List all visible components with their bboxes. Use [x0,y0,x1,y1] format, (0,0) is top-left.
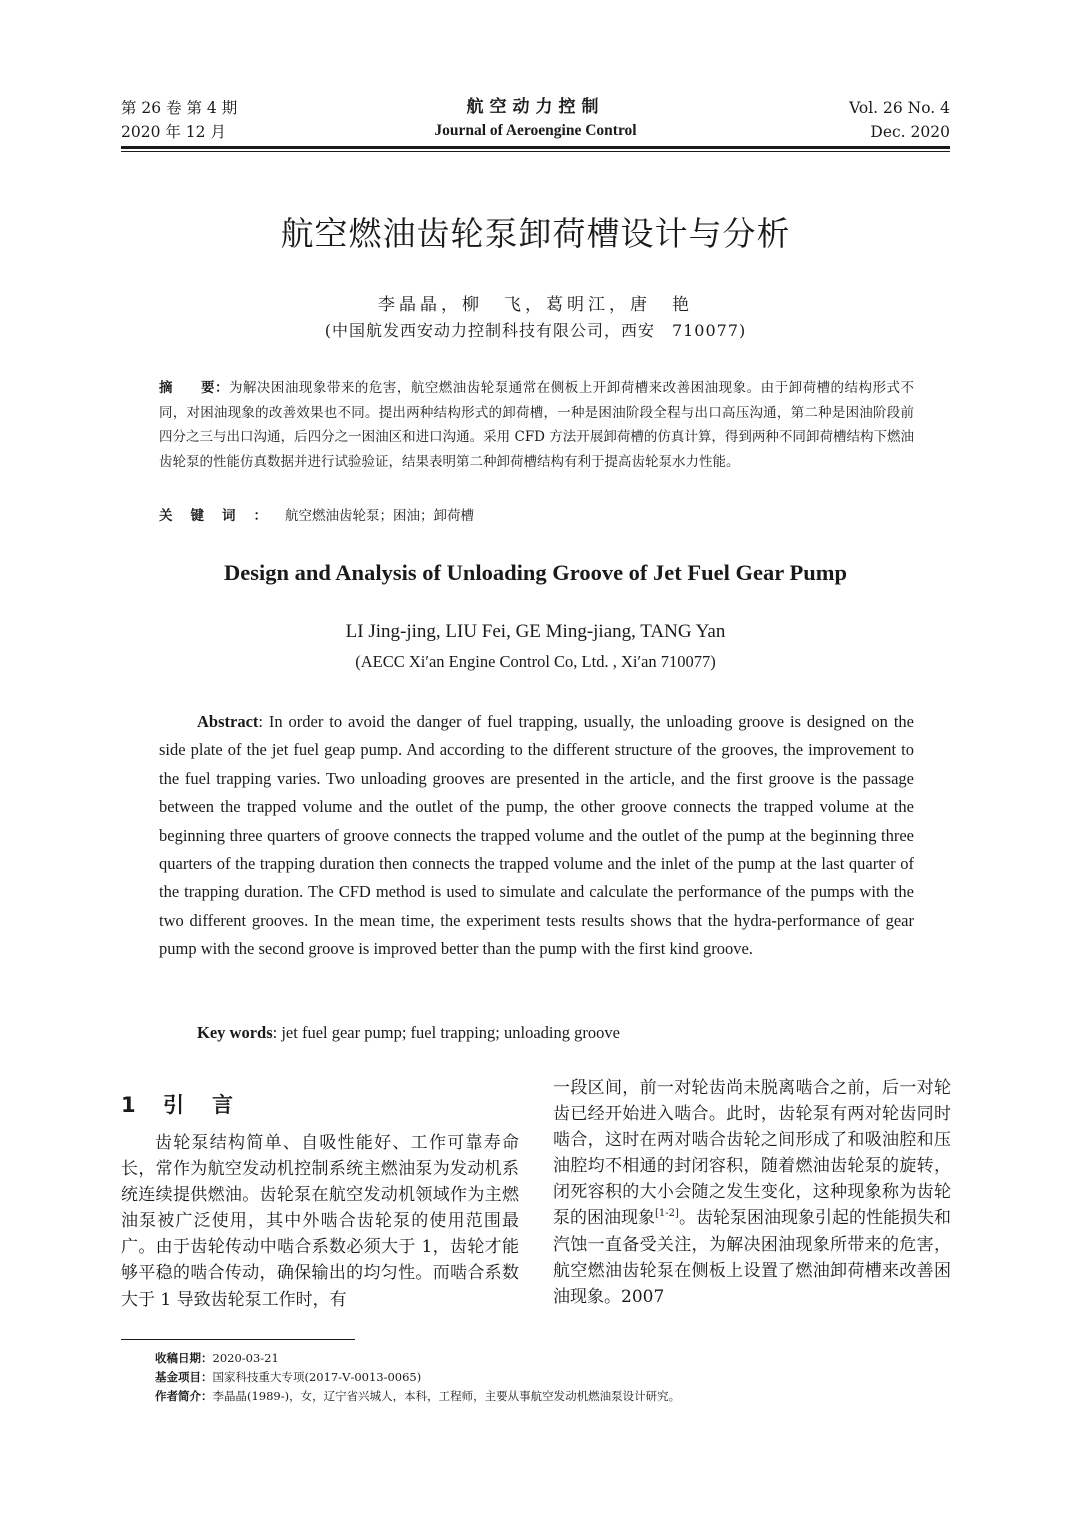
body-column-left [121,1130,519,1313]
header-date-cn: 2020 年 12 月 [121,123,226,141]
abstract-en [159,708,914,964]
header-vol-no: Vol. 26 No. 4 [849,99,950,117]
footnote-fund-value: 国家科技重大专项(2017-Ⅴ-0013-0065) [212,1370,422,1384]
body-text-right-1: 一段区间，前一对轮齿尚未脱离啮合之前，后一对轮齿已经开始进入啮合。此时，齿轮泵有两对轮齿同时啮合，这时在两对啮合齿轮之间形成了和吸油腔和压油腔均不相通的封闭容积，随着燃油齿轮泵的旋转，闭死容积的大小会随之发生变化，这种现象称为齿轮泵的困油现象 [553,1078,951,1229]
footnote-received-value: 2020-03-21 [212,1351,279,1365]
keywords-cn-text: 航空燃油齿轮泵；困油；卸荷槽 [285,508,474,524]
header-vol-info [849,96,950,144]
section-title: 引言 [163,1093,261,1117]
footnote-author-value: 李晶晶(1989-)，女，辽宁省兴城人，本科，工程师，主要从事航空发动机燃油泵设计研究。 [212,1389,681,1403]
journal-name-en: Journal of Aeroengine Control [434,122,637,139]
journal-name-cn: 航空动力控制 [466,97,605,117]
footnote-author [155,1387,680,1405]
abstract-cn-label: 摘 要： [159,380,229,396]
footnote-received-label: 收稿日期： [155,1351,213,1365]
authors-cn: 李晶晶，柳 飞，葛明江，唐 艳 [378,295,693,315]
abstract-en-text: : In order to avoid the danger of fuel trapping, usually, the unloading groove is designed on the side plate of the jet fuel geap pump. And according to the different structure of the grooves, the improvement to the fuel trapping varies. Two unloading grooves are presented in the article, and the first groove is the passage between the trapped volume and the outlet of the pump, the other groove connects the trapped volume at the beginning three quarters of groove connects the trapped volume and the outlet of the pump at the beginning three quarters of the trapping duration then connects the trapped volume and the inlet of the pump at the last quarter of the trapping duration. The CFD method is used to simulate and calculate the performance of the pumps with the two different grooves. In the mean time, the experiment tests results shows that the hydra-performance of gear pump with the second groove is improved better than the pump with the first kind groove. [159,712,914,959]
header-volume-issue: 第 26 卷 第 4 期 [121,99,238,117]
header-rule-thick [121,146,950,149]
keywords-en [197,1019,620,1047]
footnote-author-label: 作者简介： [155,1389,213,1403]
footnote-fund-label: 基金项目： [155,1370,213,1384]
section-heading [121,1089,261,1119]
affiliation-cn: (中国航发西安动力控制科技有限公司，西安 710077) [324,321,747,340]
citation-ref: [1-2] [655,1208,679,1220]
abstract-cn [159,376,914,474]
body-column-right [553,1075,951,1310]
paper-title-en: Design and Analysis of Unloading Groove of Jet Fuel Gear Pump [224,560,847,585]
keywords-cn-label: 关键词： [159,508,285,524]
header-date-en: Dec. 2020 [870,123,950,141]
keywords-en-label: Key words [197,1023,273,1042]
paper-title-cn: 航空燃油齿轮泵卸荷槽设计与分析 [280,214,791,253]
body-text-right-2: 。齿轮泵困油现象引起的性能损失和汽蚀一直备受关注，为解决困油现象所带来的危害，航空燃油齿轮泵在侧板上设置了燃油卸荷槽来改善困油现象。2007 [553,1208,952,1307]
abstract-cn-text: 为解决困油现象带来的危害，航空燃油齿轮泵通常在侧板上开卸荷槽来改善困油现象。由于卸荷槽的结构形式不同，对困油现象的改善效果也不同。提出两种结构形式的卸荷槽，一种是困油阶段全程与出口高压沟通，第二种是困油阶段前四分之三与出口沟通，后四分之一困油区和进口沟通。采用 CFD 方法开展卸荷槽的仿真计算，得到两种不同卸荷槽结构下燃油齿轮泵的性能仿真数据并进行试验验证，结果表明第二种卸荷槽结构有利于提高齿轮泵水力性能。 [159,380,914,470]
keywords-en-text: : jet fuel gear pump; fuel trapping; unloading groove [272,1023,620,1042]
footnote-rule [121,1339,355,1340]
abstract-en-label: Abstract [197,712,259,731]
affiliation-en: (AECC Xi′an Engine Control Co, Ltd. , Xi′an 710077) [355,652,716,671]
body-paragraph-left: 齿轮泵结构简单、自吸性能好、工作可靠寿命长，常作为航空发动机控制系统主燃油泵为发动机系统连续提供燃油。齿轮泵在航空发动机领域作为主燃油泵被广泛使用，其中外啮合齿轮泵的使用范围最广。由于齿轮传动中啮合系数必须大于 1，齿轮才能够平稳的啮合传动，确保输出的均匀性。而啮合系数大于 1 导致齿轮泵工作时，有 [121,1133,519,1310]
footnote-fund [155,1368,421,1386]
section-number: 1 [121,1093,136,1117]
header-rule-thin [121,151,950,152]
footnote-received [155,1349,279,1367]
keywords-cn [159,504,474,528]
authors-en: LI Jing-jing, LIU Fei, GE Ming-jiang, TANG Yan [345,621,726,642]
